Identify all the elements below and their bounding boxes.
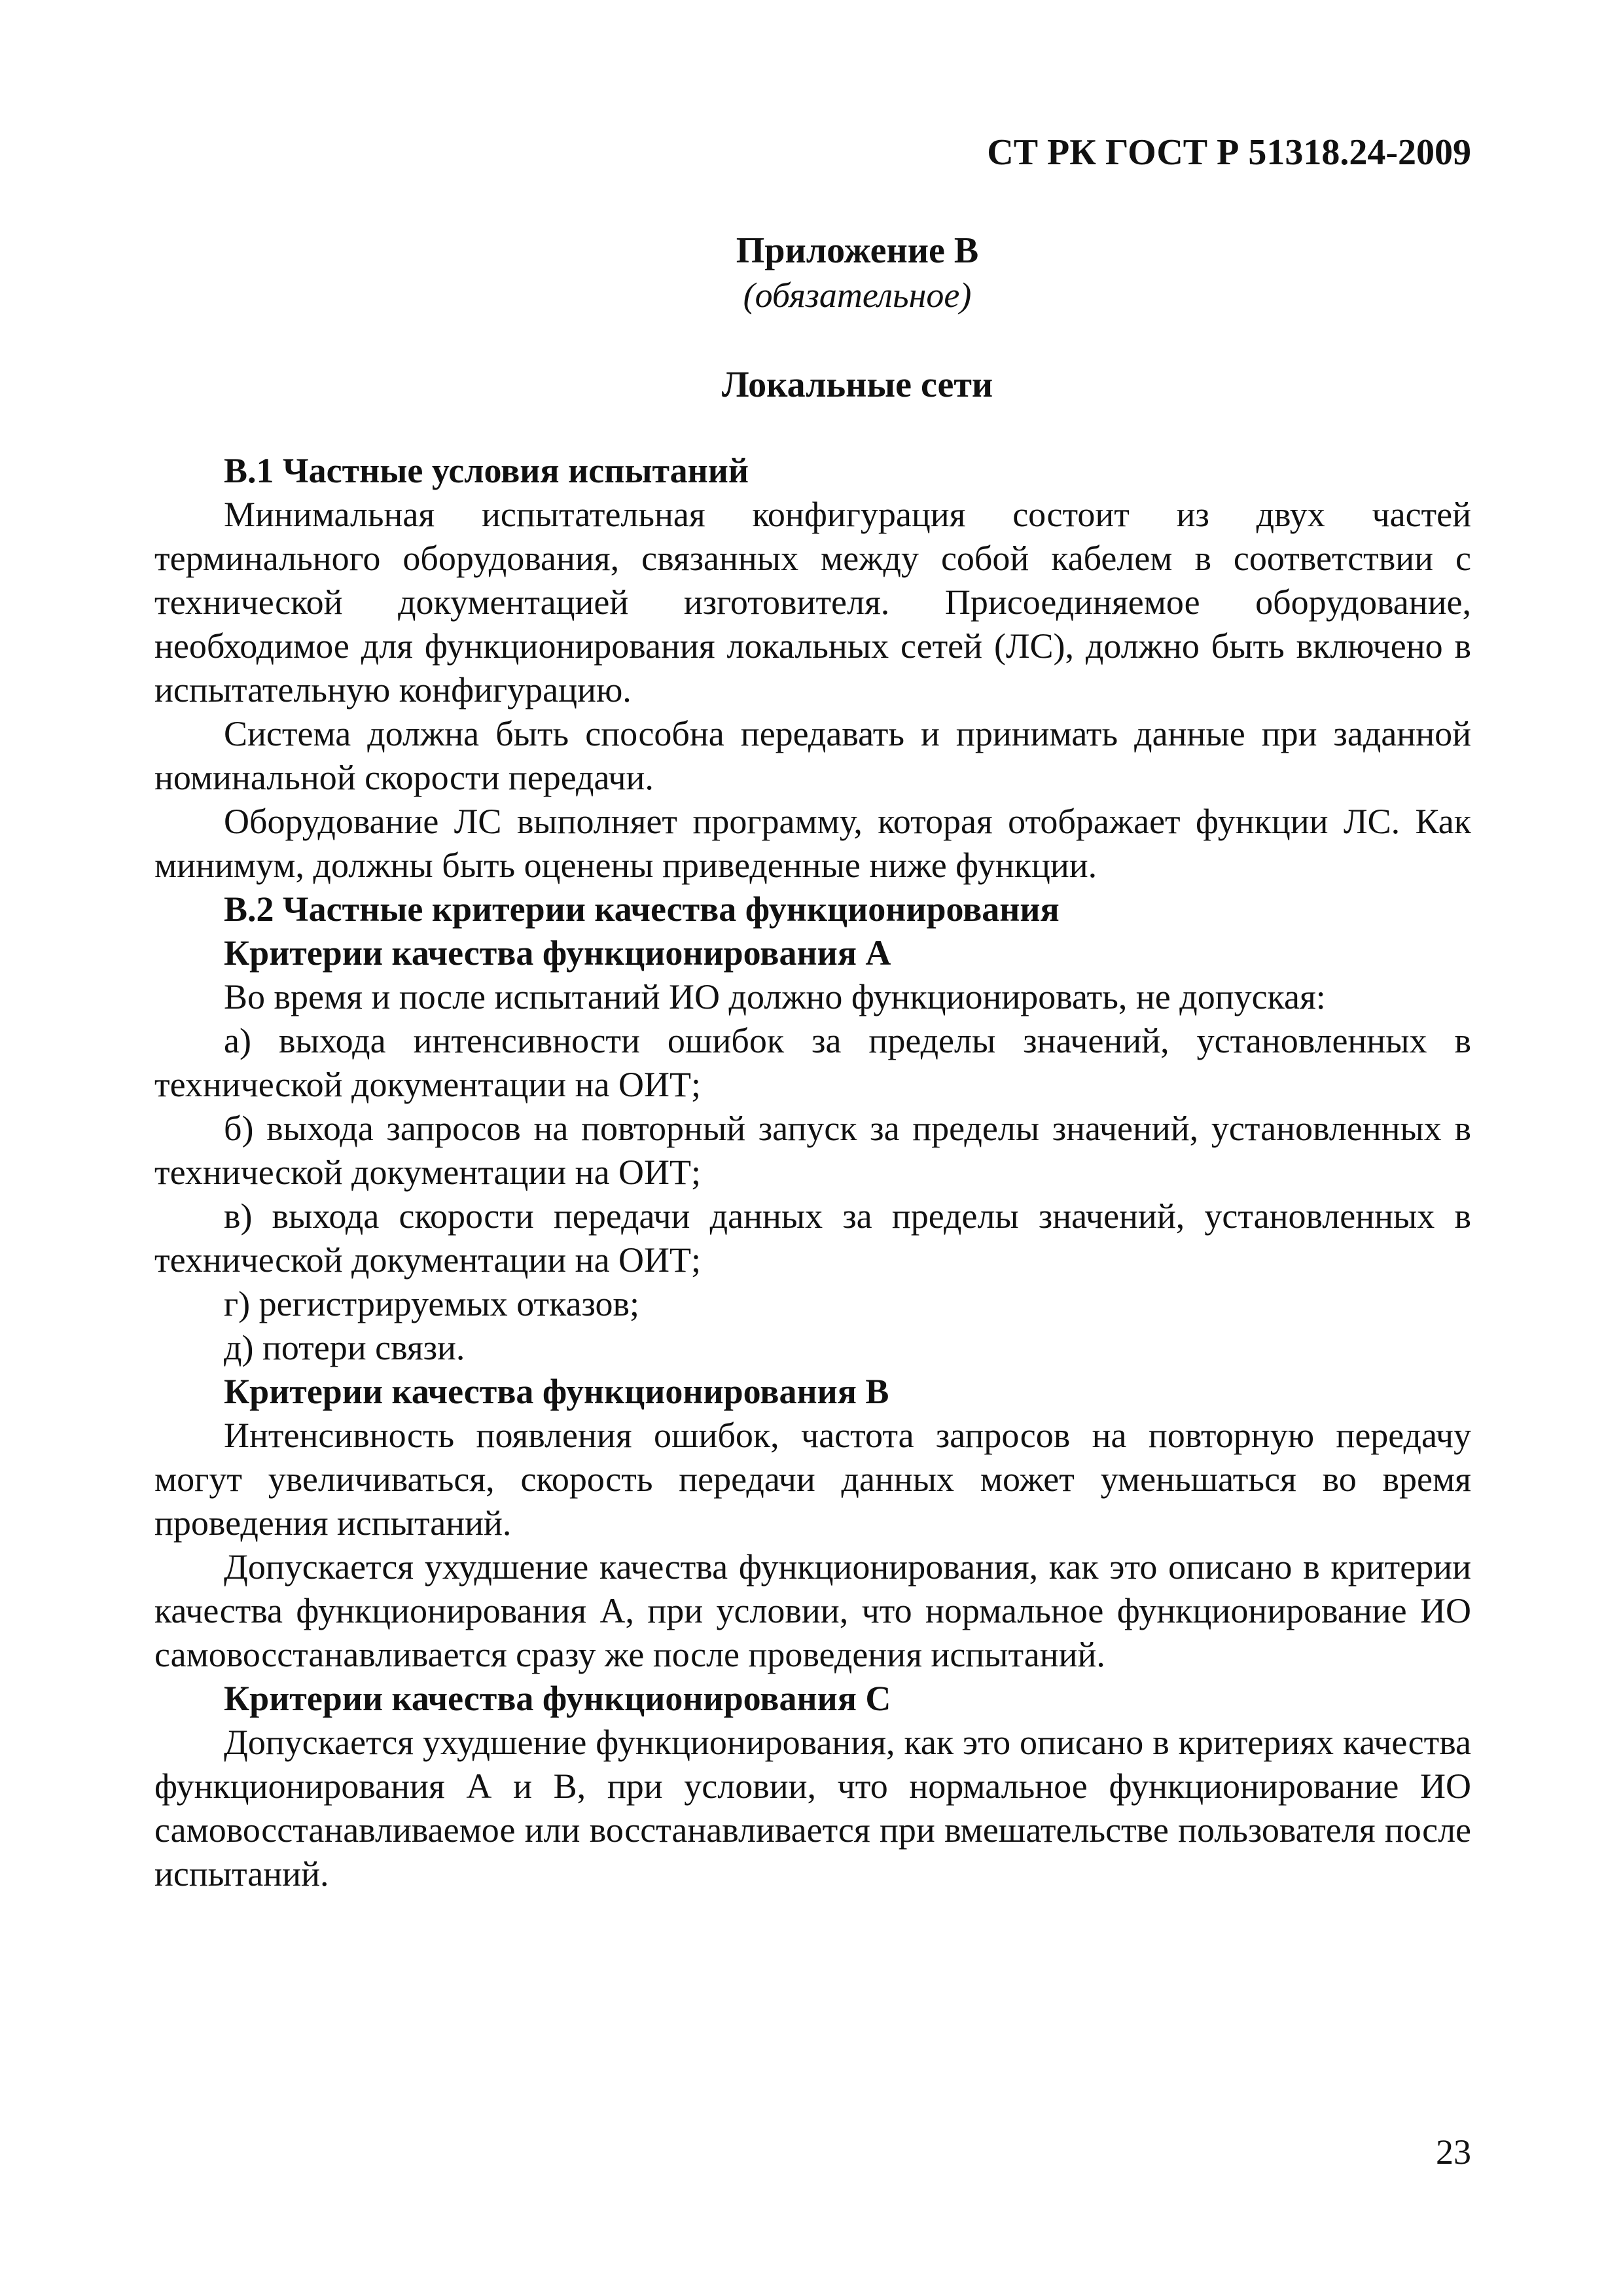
- list-item: в) выхода скорости передачи данных за пределы значений, установленных в технической документации на ОИТ;: [154, 1196, 1471, 1280]
- criteria-heading: Критерии качества функционирования В: [224, 1372, 889, 1411]
- criteria-heading: Критерии качества функционирования А: [224, 933, 891, 973]
- standard-code: СТ РК ГОСТ Р 51318.24-2009: [987, 132, 1471, 173]
- appendix-status: (обязательное): [743, 276, 972, 315]
- list-item: б) выхода запросов на повторный запуск за пределы значений, установленных в технической документации на ОИТ;: [154, 1109, 1471, 1192]
- body-text: [154, 449, 1471, 1896]
- paragraph: Минимальная испытательная конфигурация состоит из двух частей терминального оборудования, связанных между собой кабелем в соответствии с технической документацией изготовителя. Присоединяемое оборудование, необходимое для функционирования локальных сетей (ЛС), должно быть включено в испытательную конфигурацию.: [154, 495, 1471, 709]
- list-item: а) выхода интенсивности ошибок за пределы значений, установленных в технической документации на ОИТ;: [154, 1021, 1471, 1104]
- paragraph: Интенсивность появления ошибок, частота запросов на повторную передачу могут увеличиваться, скорость передачи данных может уменьшаться во время проведения испытаний.: [154, 1416, 1471, 1543]
- appendix-title: Приложение В: [736, 230, 979, 271]
- appendix-subject: Локальные сети: [721, 365, 993, 405]
- list-item: д) потери связи.: [224, 1328, 465, 1367]
- section-heading: В.2 Частные критерии качества функционирования: [224, 889, 1060, 929]
- paragraph: Оборудование ЛС выполняет программу, которая отображает функции ЛС. Как минимум, должны быть оценены приведенные ниже функции.: [154, 802, 1471, 885]
- paragraph: Допускается ухудшение качества функционирования, как это описано в критерии качества функционирования А, при условии, что нормальное функционирование ИО самовосстанавливается сразу же после проведения испытаний.: [154, 1547, 1471, 1674]
- criteria-heading: Критерии качества функционирования С: [224, 1679, 891, 1718]
- list-item: г) регистрируемых отказов;: [224, 1284, 640, 1323]
- paragraph: Система должна быть способна передавать и принимать данные при заданной номинальной скорости передачи.: [154, 714, 1471, 797]
- paragraph: Допускается ухудшение функционирования, как это описано в критериях качества функционирования А и В, при условии, что нормальное функционирование ИО самовосстанавливаемое или восстанавливается при вмешательстве пользователя после испытаний.: [154, 1723, 1471, 1893]
- page-number: 23: [1436, 2132, 1471, 2172]
- paragraph: Во время и после испытаний ИО должно функционировать, не допуская:: [224, 977, 1326, 1016]
- section-heading: В.1 Частные условия испытаний: [224, 451, 749, 490]
